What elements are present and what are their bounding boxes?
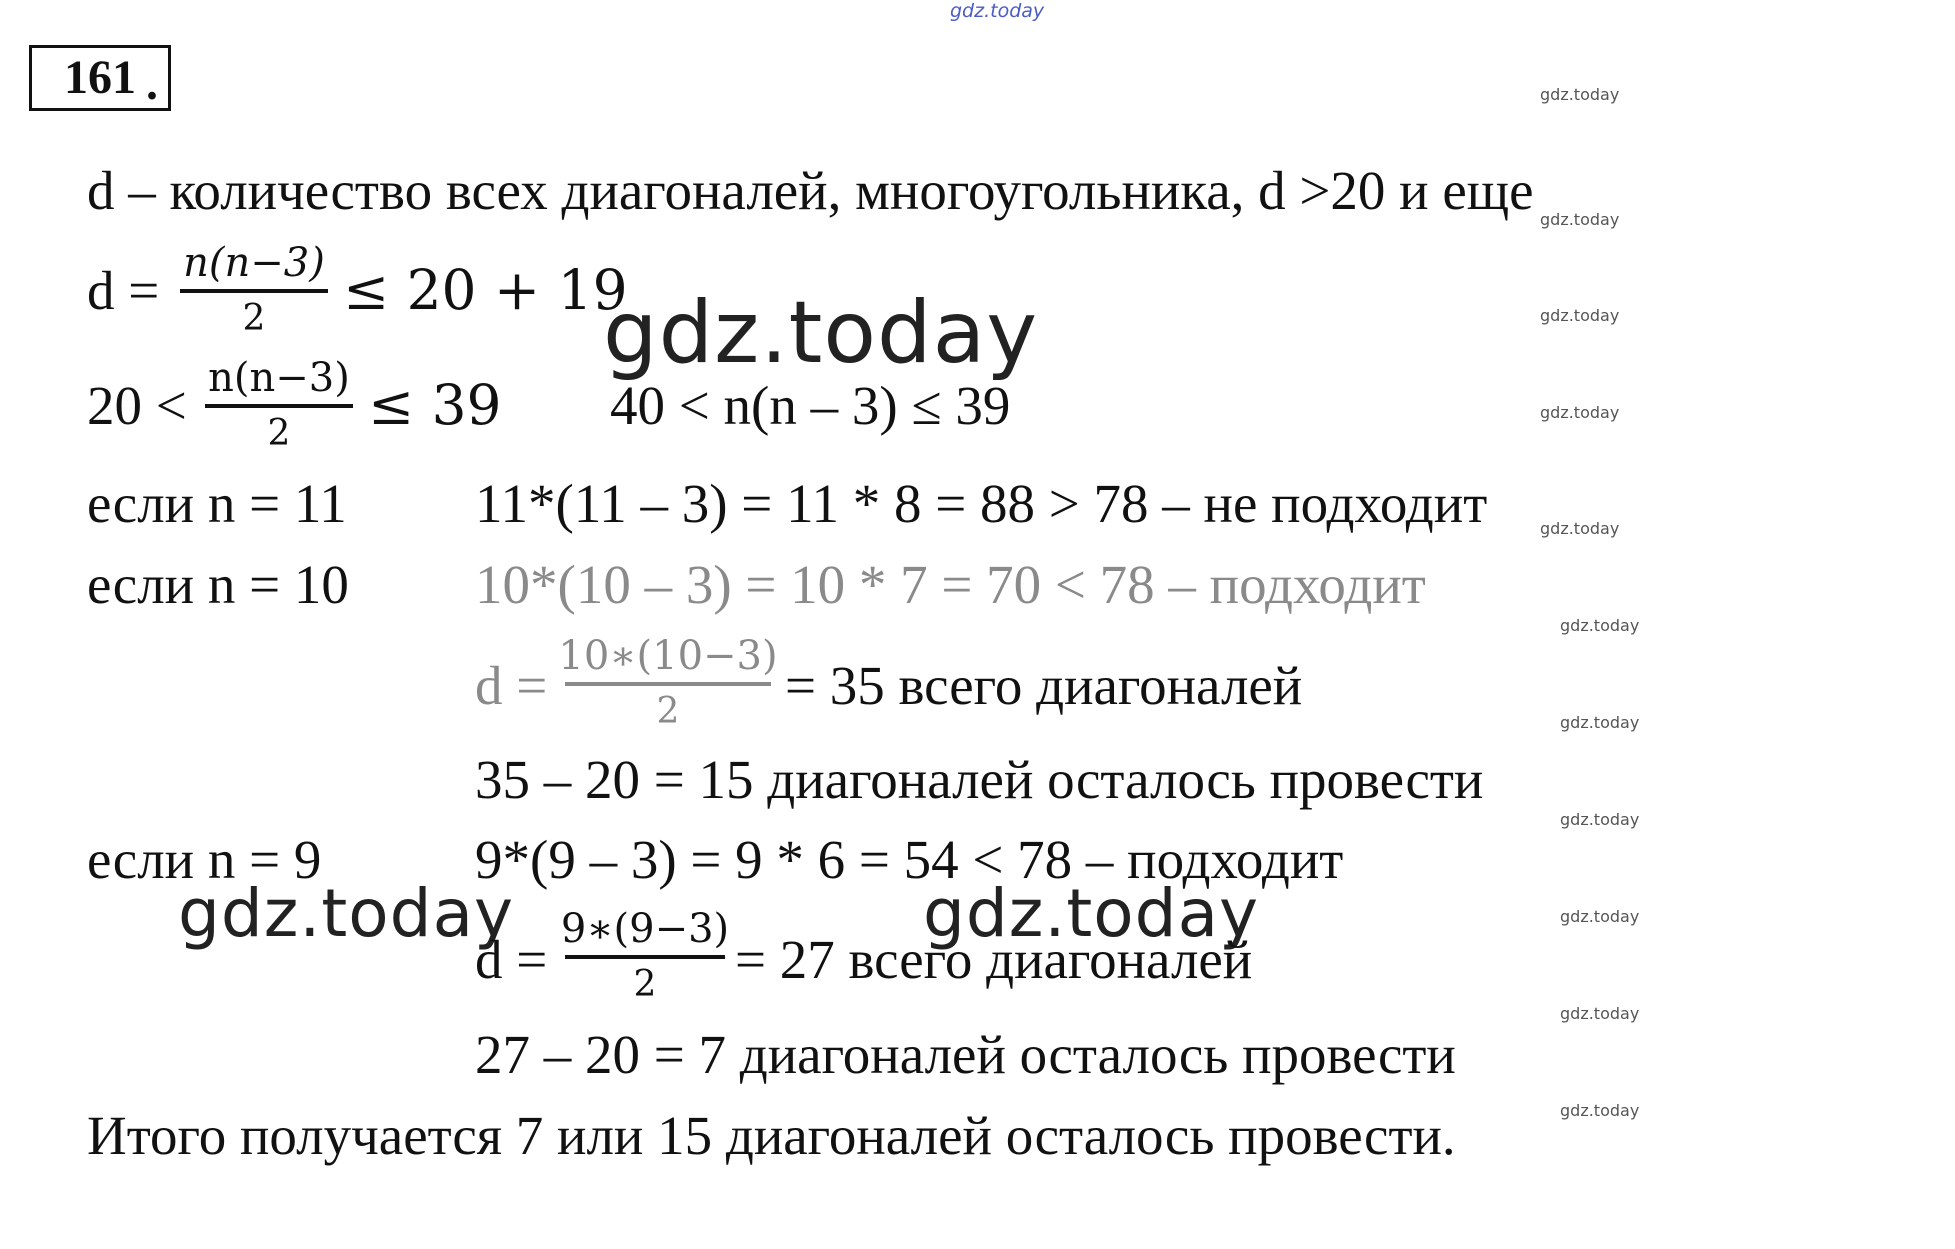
inequality-product: 40 < n(n – 3) ≤ 39 — [610, 375, 1011, 436]
case-9-calc: 9*(9 – 3) = 9 * 6 = 54 < 78 – подходит — [475, 829, 1344, 890]
case-10-calc: 10*(10 – 3) = 10 * 7 = 70 < 78 – подходит — [475, 554, 1426, 615]
watermark-small-8: gdz.today — [1560, 810, 1640, 829]
watermark-small-11: gdz.today — [1560, 1101, 1640, 1120]
inequality-fraction — [205, 355, 353, 454]
fraction-numerator: n(n−3) — [208, 355, 350, 401]
formula-d-lhs: d = — [87, 260, 160, 321]
inequality-rhs: ≤ 39 — [368, 373, 502, 437]
watermark-big-3: gdz.today — [923, 875, 1260, 952]
fraction-denominator: 2 — [633, 964, 657, 1005]
watermark-small-10: gdz.today — [1560, 1004, 1640, 1023]
problem-number-dot: . — [146, 57, 158, 110]
watermark-small-6: gdz.today — [1560, 616, 1640, 635]
formula-d-rhs: ≤ 20 + 19 — [343, 258, 628, 322]
case-10-remaining: 35 – 20 = 15 диагоналей осталось провести — [475, 749, 1484, 810]
conclusion: Итого получается 7 или 15 диагоналей осталось провести. — [87, 1105, 1456, 1166]
case-9-label: если n = 9 — [87, 829, 322, 890]
fraction-numerator: 9∗(9−3) — [560, 906, 730, 952]
case-11-calc: 11*(11 – 3) = 11 * 8 = 88 > 78 – не подходит — [475, 473, 1488, 534]
watermark-small-2: gdz.today — [1540, 210, 1620, 229]
inequality-lhs: 20 < — [87, 375, 187, 436]
watermark-big-2: gdz.today — [178, 875, 515, 952]
watermark-big-1: gdz.today — [603, 283, 1039, 383]
case-9-d-rhs: = 27 всего диагоналей — [735, 929, 1253, 990]
fraction-denominator: 2 — [242, 298, 266, 339]
watermark-small-9: gdz.today — [1560, 907, 1640, 926]
case-10-d-lhs: d = — [475, 655, 548, 716]
case-10-d-rhs: = 35 всего диагоналей — [785, 655, 1303, 716]
case-10-fraction — [558, 633, 778, 732]
fraction-denominator: 2 — [656, 691, 680, 732]
case-9-fraction — [560, 906, 730, 1005]
watermark-small-4: gdz.today — [1540, 403, 1620, 422]
problem-number: 161 — [64, 51, 136, 104]
fraction-denominator: 2 — [267, 413, 291, 454]
case-9-d-lhs: d = — [475, 929, 548, 990]
intro-line: d – количество всех диагоналей, многоугольника, d >20 и еще — [87, 160, 1534, 221]
watermark-small-3: gdz.today — [1540, 306, 1620, 325]
fraction-numerator: n(n−3) — [183, 240, 325, 286]
watermark-small-5: gdz.today — [1540, 519, 1620, 538]
case-10-label: если n = 10 — [87, 554, 349, 615]
fraction-numerator: 10∗(10−3) — [558, 633, 778, 679]
case-11-label: если n = 11 — [87, 473, 347, 534]
watermark-small-1: gdz.today — [1540, 85, 1620, 104]
watermark-top: gdz.today — [950, 0, 1045, 22]
watermark-small-7: gdz.today — [1560, 713, 1640, 732]
formula-d-fraction — [180, 240, 328, 339]
case-9-remaining: 27 – 20 = 7 диагоналей осталось провести — [475, 1024, 1456, 1085]
